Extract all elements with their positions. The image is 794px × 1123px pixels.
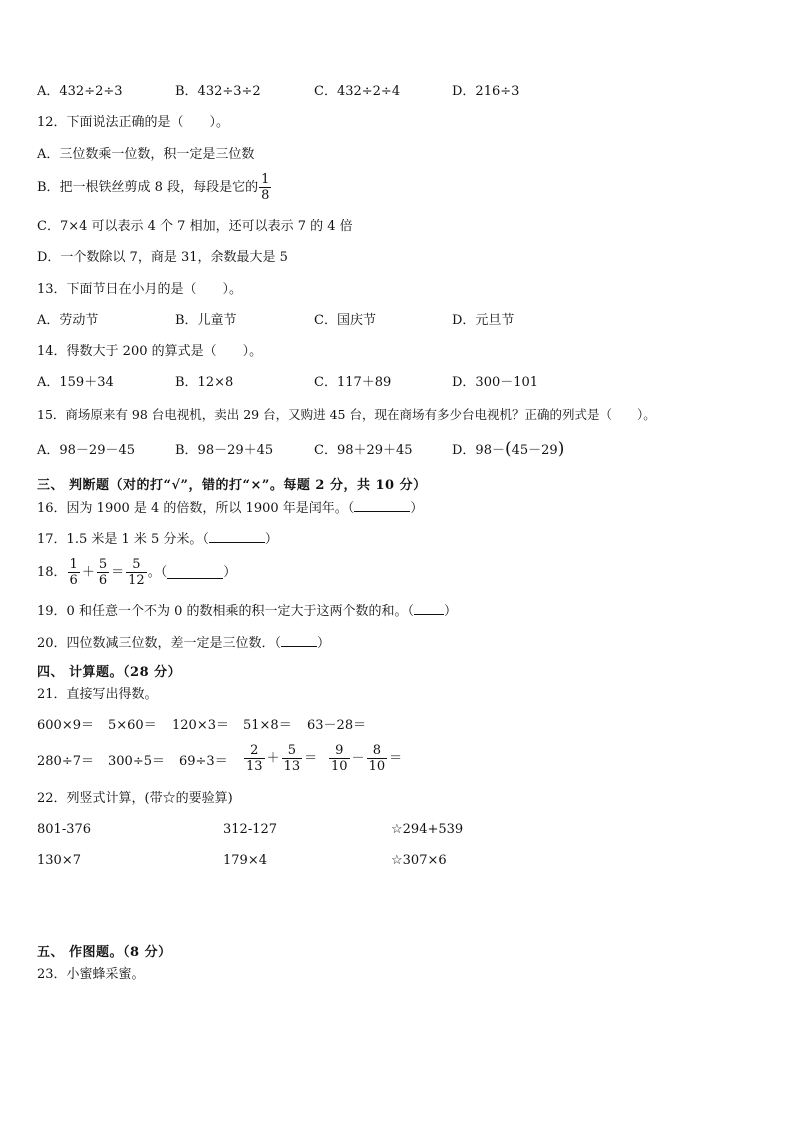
fraction-numerator: 9 <box>335 743 344 758</box>
q15-option-d <box>452 441 564 459</box>
q17-answer-blank[interactable] <box>209 531 265 543</box>
q21-fraction-difference <box>328 743 403 774</box>
q13-option-d: D．元旦节 <box>452 313 515 328</box>
fraction-numerator: 2 <box>250 743 259 758</box>
q12-option-c: C．7×4 可以表示 4 个 7 相加，还可以表示 7 的 4 倍 <box>37 219 353 234</box>
plus-sign: ＋ <box>266 750 280 766</box>
paren-open: ( <box>504 439 512 459</box>
fraction-numerator: 5 <box>132 557 141 572</box>
q18-answer-blank[interactable] <box>167 567 223 579</box>
fraction-denominator: 13 <box>283 759 301 774</box>
fraction-denominator: 10 <box>331 759 348 774</box>
q22-item: 179×4 <box>223 853 267 868</box>
q11-option-d: D．216÷3 <box>452 84 520 99</box>
q13-stem: 13．下面节日在小月的是（ ）。 <box>37 282 243 297</box>
q21-item: 63－28＝ <box>307 718 367 733</box>
fraction-denominator: 12 <box>128 573 145 588</box>
fraction <box>367 743 388 774</box>
q22-item: ☆307×6 <box>391 853 447 868</box>
q23-stem: 23．小蜜蜂采蜜。 <box>37 967 145 982</box>
q17 <box>37 531 278 548</box>
paren-close: ) <box>557 439 565 459</box>
q14-option-b: B．12×8 <box>175 375 234 390</box>
q12-option-a: A．三位数乘一位数，积一定是三位数 <box>37 147 255 162</box>
section-4-title: 四、 计算题。（28 分） <box>37 665 182 680</box>
fraction-denominator: 6 <box>98 573 108 588</box>
q18-close: ） <box>223 564 237 580</box>
q15-option-c: C．98＋29＋45 <box>314 443 413 458</box>
q21-fraction-sum <box>243 743 318 774</box>
q21-item: 300÷5＝ <box>108 754 165 769</box>
fraction <box>244 743 265 774</box>
q14-option-a: A．159＋34 <box>37 375 114 390</box>
q12-option-b-fraction <box>259 172 271 203</box>
q11-option-b: B．432÷3÷2 <box>175 84 261 99</box>
fraction-denominator: 10 <box>368 759 386 774</box>
q12-stem: 12．下面说法正确的是（ ）。 <box>37 115 230 130</box>
q21-item: 280÷7＝ <box>37 754 94 769</box>
q18-fraction-3 <box>126 557 147 588</box>
q12-option-b <box>37 172 272 203</box>
q18-fraction-1 <box>68 557 80 588</box>
q20-answer-blank[interactable] <box>281 635 317 647</box>
q20-close: ） <box>317 636 331 651</box>
fraction-denominator: 8 <box>261 188 270 203</box>
section-5-title: 五、 作图题。（8 分） <box>37 945 172 960</box>
q19-close: ） <box>443 604 457 619</box>
fraction <box>282 743 303 774</box>
q17-text: 17．1.5 米是 1 米 5 分米。（ <box>37 532 209 547</box>
q18 <box>37 557 236 588</box>
section-3-title: 三、 判断题（对的打“√”，错的打“×”。每题 2 分，共 10 分） <box>37 478 427 493</box>
q21-item: 5×60＝ <box>108 718 157 733</box>
q11-option-a: A．432÷2÷3 <box>37 84 123 99</box>
equals-sign: ＝ <box>304 750 318 766</box>
q11-option-c: C．432÷2÷4 <box>314 84 401 99</box>
q20 <box>37 635 330 652</box>
fraction-numerator: 8 <box>372 743 381 758</box>
q14-option-c: C．117＋89 <box>314 375 392 390</box>
q22-item: 801-376 <box>37 822 92 837</box>
q21-item: 600×9＝ <box>37 718 94 733</box>
fraction-numerator: 5 <box>98 557 108 572</box>
equals-sign: ＝ <box>111 564 125 580</box>
q14-option-d: D．300－101 <box>452 375 539 390</box>
q18-tail: 。（ <box>147 564 168 580</box>
minus-sign: － <box>351 750 365 766</box>
q15-option-d-prefix: D．98－ <box>452 443 505 458</box>
equals-sign: ＝ <box>389 750 403 766</box>
fraction-denominator: 6 <box>69 573 78 588</box>
q21-stem: 21．直接写出得数。 <box>37 687 158 702</box>
q22-item: ☆294+539 <box>391 822 464 837</box>
q13-option-b: B．儿童节 <box>175 313 237 328</box>
q18-fraction-2 <box>97 557 109 588</box>
q17-close: ） <box>264 532 278 547</box>
fraction-numerator: 1 <box>69 557 78 572</box>
fraction-numerator: 5 <box>287 743 296 758</box>
q21-item: 69÷3＝ <box>179 754 228 769</box>
q13-option-c: C．国庆节 <box>314 313 376 328</box>
q22-item: 130×7 <box>37 853 81 868</box>
fraction-numerator: 1 <box>261 172 270 187</box>
q16-text: 16．因为 1900 是 4 的倍数，所以 1900 年是闰年。（ <box>37 501 355 516</box>
q14-stem: 14．得数大于 200 的算式是（ ）。 <box>37 344 263 359</box>
q19-text: 19．0 和任意一个不为 0 的数相乘的积一定大于这两个数的和。（ <box>37 604 414 619</box>
q22-item: 312-127 <box>223 822 278 837</box>
q18-label: 18． <box>37 564 67 580</box>
q16-answer-blank[interactable] <box>354 500 410 512</box>
q12-option-b-text: B．把一根铁丝剪成 8 段，每段是它的 <box>37 179 259 195</box>
q12-option-d: D．一个数除以 7，商是 31，余数最大是 5 <box>37 250 288 265</box>
q15-stem: 15．商场原来有 98 台电视机，卖出 29 台，又购进 45 台，现在商场有多少台电视机？正确的列式是（ ）。 <box>37 407 656 422</box>
q21-item: 51×8＝ <box>243 718 292 733</box>
q16-close: ） <box>410 501 424 516</box>
fraction <box>329 743 350 774</box>
q20-text: 20．四位数减三位数，差一定是三位数．（ <box>37 636 282 651</box>
q15-option-a: A．98－29－45 <box>37 443 136 458</box>
q19 <box>37 603 457 620</box>
fraction-denominator: 13 <box>246 759 263 774</box>
q15-option-d-inner: 45－29 <box>511 443 558 458</box>
q22-stem: 22．列竖式计算，(带☆的要验算) <box>37 791 233 806</box>
plus-sign: ＋ <box>81 564 95 580</box>
q21-item: 120×3＝ <box>172 718 229 733</box>
q19-answer-blank[interactable] <box>414 603 444 615</box>
q16 <box>37 500 423 517</box>
q15-option-b: B．98－29＋45 <box>175 443 274 458</box>
q13-option-a: A．劳动节 <box>37 313 99 328</box>
